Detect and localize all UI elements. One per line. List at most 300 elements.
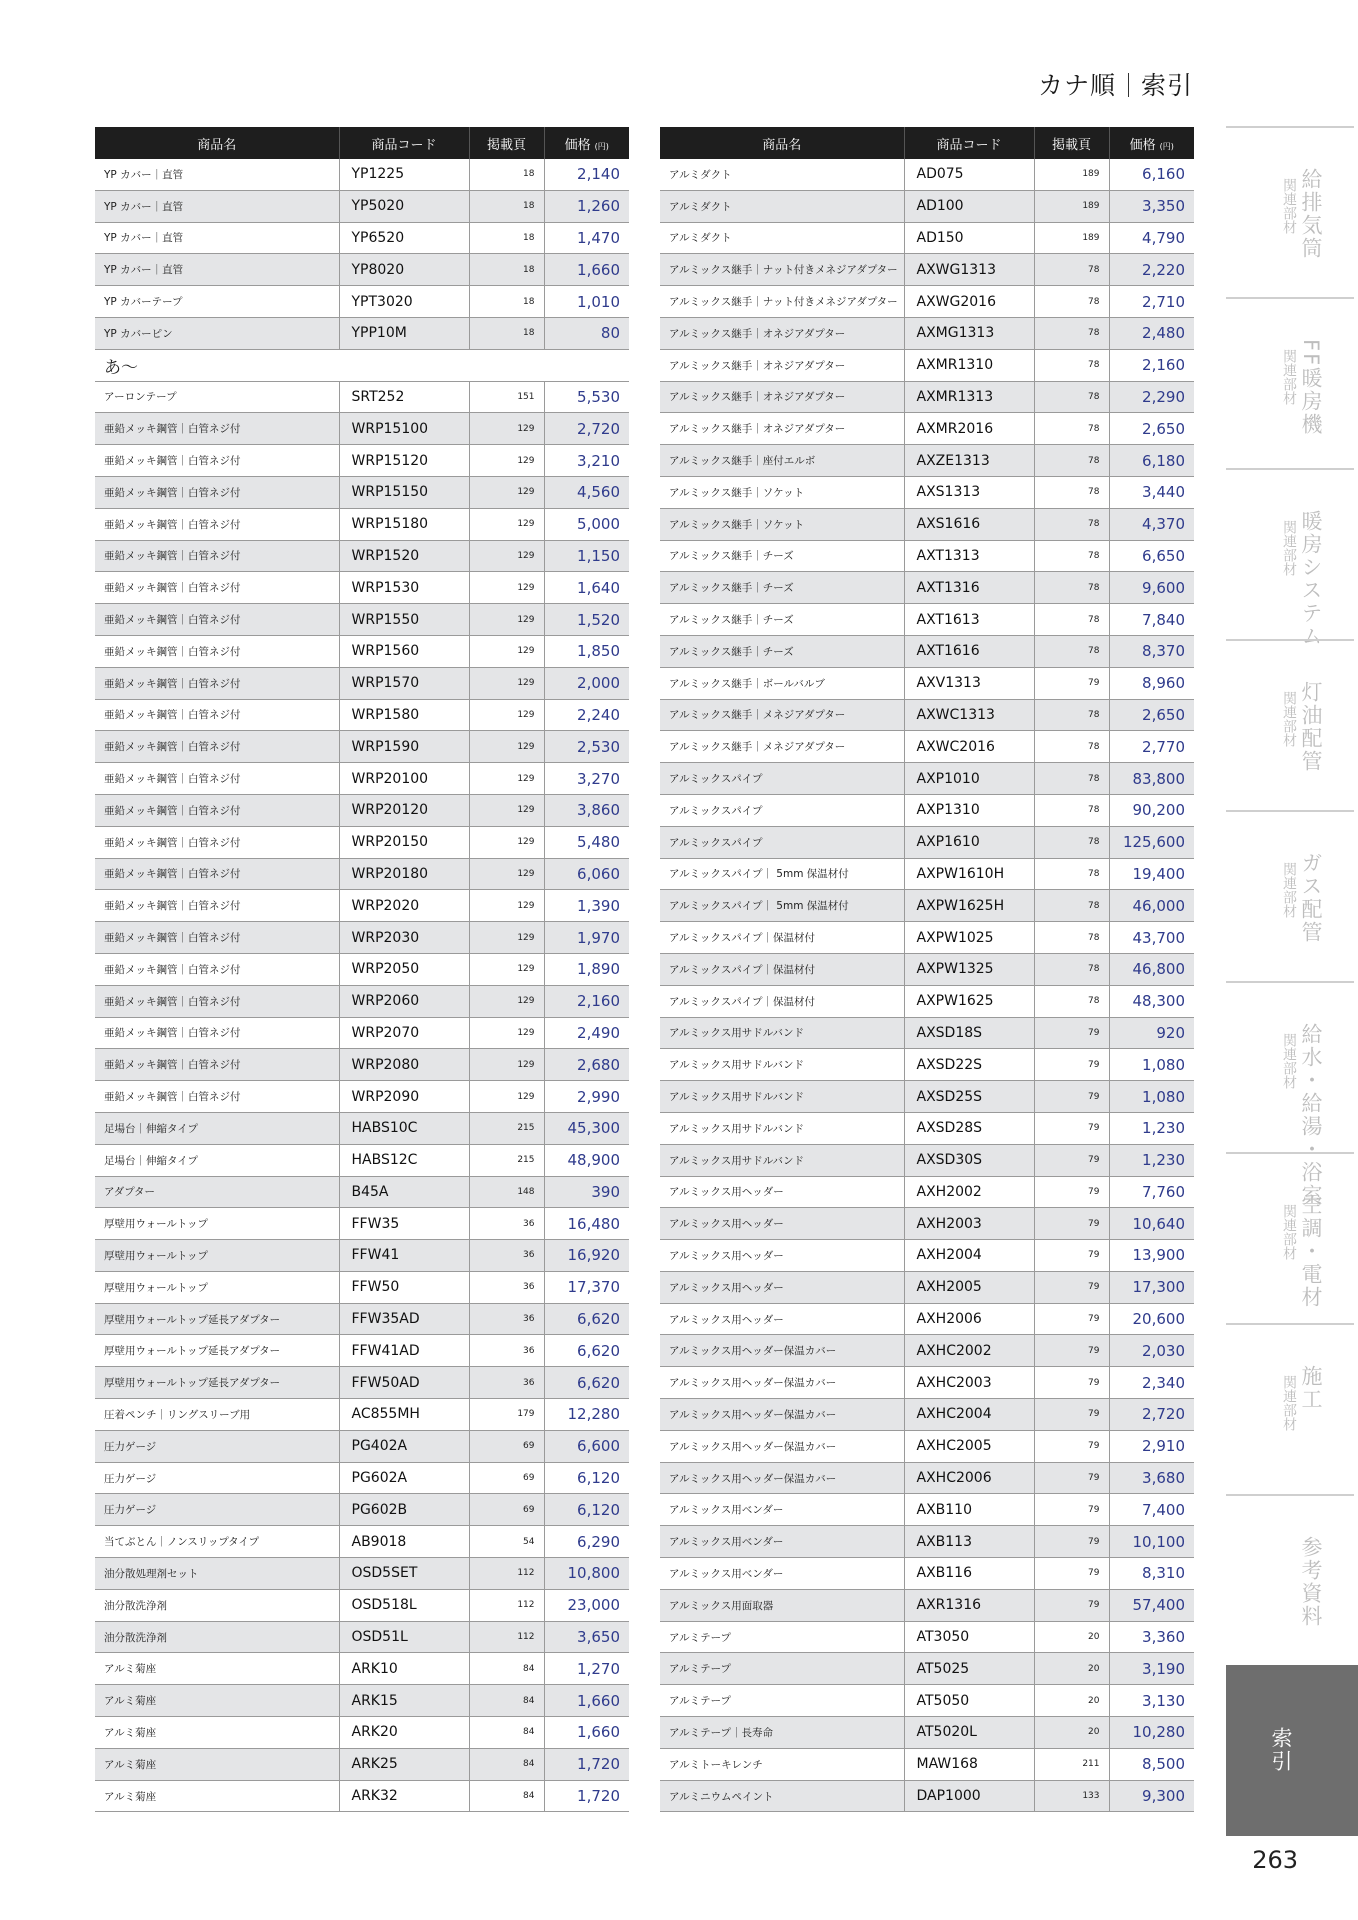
cell-product-name: アルミ菊座 (95, 1653, 339, 1685)
table-row (660, 731, 1194, 763)
table-row (95, 826, 629, 858)
cell-product-code: OSD51L (339, 1621, 469, 1653)
table-row (660, 445, 1194, 477)
side-tab-sublabel: 関連部材 (1281, 178, 1297, 234)
cell-product-code: PG602B (339, 1494, 469, 1526)
side-tab-7[interactable] (1226, 1323, 1354, 1494)
table-row (95, 1303, 629, 1335)
cell-price: 1,230 (1109, 1112, 1194, 1144)
cell-product-code: AXWG1313 (904, 254, 1034, 286)
cell-product-code: AXSD30S (904, 1144, 1034, 1176)
cell-page: 129 (469, 985, 544, 1017)
table-row (95, 794, 629, 826)
cell-product-name: 厚壁用ウォールトップ延長アダプター (95, 1303, 339, 1335)
cell-price: 1,520 (544, 604, 629, 636)
cell-price: 9,300 (1109, 1780, 1194, 1812)
table-row (660, 476, 1194, 508)
cell-product-code: AXR1316 (904, 1589, 1034, 1621)
cell-product-code: YPP10M (339, 317, 469, 349)
cell-page: 78 (1034, 731, 1109, 763)
cell-product-name: アルミックス継手｜ボールバルブ (660, 667, 904, 699)
side-tab-label: 索引 (1269, 1727, 1293, 1773)
table-row (660, 763, 1194, 795)
cell-page: 79 (1034, 1589, 1109, 1621)
table-row (95, 763, 629, 795)
cell-product-name: アルミックス継手｜オネジアダプター (660, 413, 904, 445)
cell-price: 6,120 (544, 1494, 629, 1526)
table-row (660, 1303, 1194, 1335)
cell-page: 78 (1034, 635, 1109, 667)
cell-product-code: WRP15120 (339, 445, 469, 477)
cell-product-code: AXHC2005 (904, 1430, 1034, 1462)
side-tab-8[interactable] (1226, 1494, 1354, 1665)
table-row (660, 1589, 1194, 1621)
cell-price: 2,650 (1109, 413, 1194, 445)
cell-product-code: WRP2080 (339, 1049, 469, 1081)
side-tab-sublabel: 関連部材 (1281, 862, 1297, 918)
table-row (95, 572, 629, 604)
cell-page: 79 (1034, 1526, 1109, 1558)
cell-product-name: 亜鉛メッキ鋼管｜白管ネジ付 (95, 731, 339, 763)
cell-product-code: WRP1570 (339, 667, 469, 699)
cell-price: 2,160 (1109, 349, 1194, 381)
cell-price: 1,660 (544, 254, 629, 286)
cell-page: 18 (469, 190, 544, 222)
cell-price: 43,700 (1109, 922, 1194, 954)
cell-page: 129 (469, 445, 544, 477)
cell-product-code: WRP2030 (339, 922, 469, 954)
cell-page: 189 (1034, 222, 1109, 254)
cell-page: 36 (469, 1335, 544, 1367)
cell-page: 78 (1034, 985, 1109, 1017)
cell-product-name: 亜鉛メッキ鋼管｜白管ネジ付 (95, 1049, 339, 1081)
cell-page: 18 (469, 222, 544, 254)
side-tab-label: 給水・給湯・浴室 (1299, 1023, 1323, 1207)
cell-price: 2,990 (544, 1081, 629, 1113)
cell-page: 84 (469, 1717, 544, 1749)
cell-product-name: アルミ菊座 (95, 1685, 339, 1717)
cell-page: 69 (469, 1494, 544, 1526)
cell-product-code: AT5020L (904, 1717, 1034, 1749)
cell-page: 78 (1034, 254, 1109, 286)
cell-page: 20 (1034, 1621, 1109, 1653)
table-row (95, 222, 629, 254)
table-row (660, 159, 1194, 190)
cell-page: 129 (469, 413, 544, 445)
cell-product-name: アルミックス継手｜座付エルボ (660, 445, 904, 477)
cell-page: 79 (1034, 1462, 1109, 1494)
cell-page: 129 (469, 953, 544, 985)
side-tab-4[interactable] (1226, 810, 1354, 981)
cell-product-code: AXT1316 (904, 572, 1034, 604)
cell-product-name: アルミックス継手｜メネジアダプター (660, 731, 904, 763)
cell-product-name: 油分散処理剤セット (95, 1558, 339, 1590)
table-row (660, 286, 1194, 318)
cell-page: 79 (1034, 1144, 1109, 1176)
cell-product-name: アルミックス用ベンダー (660, 1526, 904, 1558)
cell-product-name: アルミックス用ヘッダー保温カバー (660, 1462, 904, 1494)
cell-product-name: アルミックスパイプ｜ 5mm 保温材付 (660, 858, 904, 890)
table-row (660, 1335, 1194, 1367)
cell-page: 129 (469, 1049, 544, 1081)
cell-product-name: 亜鉛メッキ鋼管｜白管ネジ付 (95, 445, 339, 477)
cell-product-name: 足場台｜伸縮タイプ (95, 1144, 339, 1176)
cell-product-code: AXMG1313 (904, 317, 1034, 349)
cell-product-name: 足場台｜伸縮タイプ (95, 1112, 339, 1144)
cell-page: 78 (1034, 953, 1109, 985)
cell-product-name: アルミテープ (660, 1621, 904, 1653)
cell-product-name: アルミックス継手｜メネジアダプター (660, 699, 904, 731)
cell-page: 129 (469, 890, 544, 922)
cell-page: 78 (1034, 381, 1109, 413)
cell-product-code: AXSD18S (904, 1017, 1034, 1049)
side-tab-5[interactable] (1226, 981, 1354, 1207)
cell-price: 7,760 (1109, 1176, 1194, 1208)
cell-product-code: AXT1616 (904, 635, 1034, 667)
cell-product-code: AXPW1625H (904, 890, 1034, 922)
cell-product-name: 亜鉛メッキ鋼管｜白管ネジ付 (95, 476, 339, 508)
cell-price: 1,890 (544, 953, 629, 985)
cell-product-code: AB9018 (339, 1526, 469, 1558)
table-row (660, 1526, 1194, 1558)
cell-product-code: WRP1530 (339, 572, 469, 604)
cell-price: 390 (544, 1176, 629, 1208)
table-row (660, 254, 1194, 286)
cell-price: 20,600 (1109, 1303, 1194, 1335)
cell-page: 215 (469, 1144, 544, 1176)
cell-product-name: アルミテープ｜長寿命 (660, 1717, 904, 1749)
table-row (95, 1558, 629, 1590)
cell-product-name: 亜鉛メッキ鋼管｜白管ネジ付 (95, 890, 339, 922)
cell-product-code: AXWC1313 (904, 699, 1034, 731)
side-tab-sublabel: 関連部材 (1281, 520, 1297, 576)
table-row (95, 1240, 629, 1272)
cell-page: 79 (1034, 1430, 1109, 1462)
side-tab-9[interactable] (1226, 1665, 1358, 1836)
cell-product-name: アルミックスパイプ (660, 826, 904, 858)
table-row (660, 890, 1194, 922)
table-row (95, 540, 629, 572)
cell-product-name: 亜鉛メッキ鋼管｜白管ネジ付 (95, 794, 339, 826)
table-row (95, 731, 629, 763)
cell-product-code: FFW50 (339, 1271, 469, 1303)
side-tab-sublabel: 関連部材 (1281, 691, 1297, 747)
cell-product-code: HABS10C (339, 1112, 469, 1144)
side-tab-3[interactable] (1226, 639, 1354, 810)
cell-product-code: WRP1580 (339, 699, 469, 731)
cell-price: 3,650 (544, 1621, 629, 1653)
cell-product-code: YPT3020 (339, 286, 469, 318)
index-table-right (660, 127, 1194, 1812)
cell-product-code: YP1225 (339, 159, 469, 190)
cell-product-code: OSD518L (339, 1589, 469, 1621)
cell-product-code: AXH2006 (904, 1303, 1034, 1335)
cell-product-code: OSD5SET (339, 1558, 469, 1590)
cell-page: 179 (469, 1399, 544, 1431)
cell-page: 36 (469, 1208, 544, 1240)
cell-price: 2,530 (544, 731, 629, 763)
cell-product-name: アルミックス用ヘッダー (660, 1208, 904, 1240)
cell-product-code: AXS1616 (904, 508, 1034, 540)
table-row (95, 317, 629, 349)
cell-price: 6,160 (1109, 159, 1194, 190)
table-row (660, 1017, 1194, 1049)
table-row (95, 604, 629, 636)
index-table-left (95, 127, 629, 1812)
cell-product-name: アルミニウムペイント (660, 1780, 904, 1812)
cell-product-name: アルミックス用ヘッダー保温カバー (660, 1399, 904, 1431)
cell-product-name: 当てぶとん｜ノンスリップタイプ (95, 1526, 339, 1558)
cell-product-name: アルミックス用ヘッダー保温カバー (660, 1430, 904, 1462)
cell-product-name: 亜鉛メッキ鋼管｜白管ネジ付 (95, 635, 339, 667)
table-row (660, 794, 1194, 826)
cell-product-code: AXPW1625 (904, 985, 1034, 1017)
cell-page: 78 (1034, 794, 1109, 826)
side-tab-6[interactable] (1226, 1152, 1354, 1323)
cell-product-name: アルミックス用ヘッダー (660, 1271, 904, 1303)
cell-product-code: AXB116 (904, 1558, 1034, 1590)
cell-product-code: AXH2005 (904, 1271, 1034, 1303)
cell-product-name: 亜鉛メッキ鋼管｜白管ネジ付 (95, 1017, 339, 1049)
cell-product-name: アルミックスパイプ｜保温材付 (660, 985, 904, 1017)
table-row (660, 1176, 1194, 1208)
table-row (95, 508, 629, 540)
cell-product-code: WRP2070 (339, 1017, 469, 1049)
cell-product-name: 厚壁用ウォールトップ (95, 1271, 339, 1303)
cell-product-code: WRP1550 (339, 604, 469, 636)
cell-product-name: 亜鉛メッキ鋼管｜白管ネジ付 (95, 922, 339, 954)
cell-product-name: アルミックス継手｜チーズ (660, 540, 904, 572)
cell-page: 112 (469, 1589, 544, 1621)
table-row (95, 1335, 629, 1367)
cell-page: 20 (1034, 1653, 1109, 1685)
cell-product-code: B45A (339, 1176, 469, 1208)
table-row (95, 667, 629, 699)
cell-product-name: 亜鉛メッキ鋼管｜白管ネジ付 (95, 1081, 339, 1113)
cell-price: 8,310 (1109, 1558, 1194, 1590)
cell-product-code: AXSD22S (904, 1049, 1034, 1081)
table-row (660, 1049, 1194, 1081)
cell-product-name: 亜鉛メッキ鋼管｜白管ネジ付 (95, 826, 339, 858)
table-row (660, 1653, 1194, 1685)
cell-page: 79 (1034, 1367, 1109, 1399)
table-row (95, 1717, 629, 1749)
cell-product-name: アルミックス用サドルバンド (660, 1144, 904, 1176)
cell-product-name: 厚壁用ウォールトップ (95, 1240, 339, 1272)
cell-price: 46,800 (1109, 953, 1194, 985)
cell-product-name: 油分散洗浄剤 (95, 1589, 339, 1621)
table-row (660, 190, 1194, 222)
table-row (95, 190, 629, 222)
table-row (95, 286, 629, 318)
cell-product-code: AXWC2016 (904, 731, 1034, 763)
cell-product-name: 亜鉛メッキ鋼管｜白管ネジ付 (95, 985, 339, 1017)
cell-product-name: アルミテープ (660, 1653, 904, 1685)
cell-product-code: SRT252 (339, 381, 469, 413)
cell-page: 129 (469, 794, 544, 826)
cell-page: 84 (469, 1653, 544, 1685)
cell-product-name: アルミックス用サドルバンド (660, 1049, 904, 1081)
table-row (95, 1049, 629, 1081)
table-row (95, 1112, 629, 1144)
cell-product-code: AXT1313 (904, 540, 1034, 572)
cell-page: 79 (1034, 1112, 1109, 1144)
cell-product-code: FFW50AD (339, 1367, 469, 1399)
category-side-tabs (1226, 126, 1358, 1836)
table-row (95, 1017, 629, 1049)
cell-price: 12,280 (544, 1399, 629, 1431)
cell-price: 10,640 (1109, 1208, 1194, 1240)
cell-product-code: AXSD25S (904, 1081, 1034, 1113)
cell-product-name: アルミテープ (660, 1685, 904, 1717)
cell-price: 1,470 (544, 222, 629, 254)
cell-page: 148 (469, 1176, 544, 1208)
cell-product-code: WRP20120 (339, 794, 469, 826)
cell-price: 1,080 (1109, 1081, 1194, 1113)
cell-page: 20 (1034, 1685, 1109, 1717)
table-row (95, 1653, 629, 1685)
cell-product-code: WRP2090 (339, 1081, 469, 1113)
table-row (660, 317, 1194, 349)
col-header-code: 商品コード (904, 127, 1034, 159)
cell-product-code: AXPW1325 (904, 953, 1034, 985)
cell-price: 2,720 (1109, 1399, 1194, 1431)
cell-page: 79 (1034, 1271, 1109, 1303)
cell-page: 78 (1034, 349, 1109, 381)
cell-price: 2,240 (544, 699, 629, 731)
cell-product-name: 亜鉛メッキ鋼管｜白管ネジ付 (95, 572, 339, 604)
cell-product-name: 亜鉛メッキ鋼管｜白管ネジ付 (95, 508, 339, 540)
cell-product-code: WRP1590 (339, 731, 469, 763)
side-tab-0[interactable] (1226, 126, 1354, 297)
col-header-price (544, 127, 629, 159)
table-row (95, 635, 629, 667)
table-row (95, 1399, 629, 1431)
side-tab-1[interactable] (1226, 297, 1354, 468)
side-tab-sublabel: 関連部材 (1281, 1375, 1297, 1431)
col-header-code: 商品コード (339, 127, 469, 159)
side-tab-2[interactable] (1226, 468, 1354, 648)
side-tab-sublabel: 関連部材 (1281, 349, 1297, 405)
cell-product-code: ARK15 (339, 1685, 469, 1717)
table-row (660, 1208, 1194, 1240)
cell-product-name: アルミ菊座 (95, 1748, 339, 1780)
col-header-name: 商品名 (660, 127, 904, 159)
cell-product-code: MAW168 (904, 1748, 1034, 1780)
cell-product-code: AXPW1610H (904, 858, 1034, 890)
cell-price: 6,290 (544, 1526, 629, 1558)
cell-page: 78 (1034, 476, 1109, 508)
cell-product-name: アルミックス用サドルバンド (660, 1112, 904, 1144)
table-row (660, 381, 1194, 413)
side-tab-label: 暖房システム (1299, 510, 1323, 648)
cell-price: 19,400 (1109, 858, 1194, 890)
cell-product-name: アルミダクト (660, 222, 904, 254)
cell-price: 10,100 (1109, 1526, 1194, 1558)
cell-page: 133 (1034, 1780, 1109, 1812)
cell-page: 79 (1034, 1240, 1109, 1272)
cell-product-code: WRP2020 (339, 890, 469, 922)
cell-product-code: AXMR2016 (904, 413, 1034, 445)
cell-price: 6,650 (1109, 540, 1194, 572)
price-label: 価格 (564, 137, 591, 153)
table-row (95, 1144, 629, 1176)
cell-product-name: 亜鉛メッキ鋼管｜白管ネジ付 (95, 953, 339, 985)
cell-page: 79 (1034, 667, 1109, 699)
cell-product-code: AXMR1313 (904, 381, 1034, 413)
cell-price: 2,680 (544, 1049, 629, 1081)
cell-product-name: アルミックス用サドルバンド (660, 1017, 904, 1049)
cell-product-code: AXP1310 (904, 794, 1034, 826)
table-row (660, 572, 1194, 604)
cell-page: 18 (469, 159, 544, 190)
cell-product-code: ARK25 (339, 1748, 469, 1780)
table-row (95, 922, 629, 954)
cell-price: 1,850 (544, 635, 629, 667)
cell-product-code: WRP1520 (339, 540, 469, 572)
cell-product-code: YP8020 (339, 254, 469, 286)
cell-page: 78 (1034, 413, 1109, 445)
side-tab-sublabel: 関連部材 (1281, 1033, 1297, 1089)
cell-product-code: AXMR1310 (904, 349, 1034, 381)
cell-price: 920 (1109, 1017, 1194, 1049)
cell-product-code: AXH2002 (904, 1176, 1034, 1208)
title-index: 索引 (1140, 71, 1193, 100)
cell-product-code: AT5050 (904, 1685, 1034, 1717)
price-label: 価格 (1129, 137, 1156, 153)
cell-product-name: アルミックス用ヘッダー (660, 1240, 904, 1272)
cell-price: 2,480 (1109, 317, 1194, 349)
table-row (95, 476, 629, 508)
table-row (660, 1494, 1194, 1526)
table-row (95, 858, 629, 890)
table-row (660, 1144, 1194, 1176)
cell-product-name: 亜鉛メッキ鋼管｜白管ネジ付 (95, 699, 339, 731)
cell-product-name: アルミックスパイプ (660, 794, 904, 826)
cell-product-code: AT3050 (904, 1621, 1034, 1653)
cell-price: 10,280 (1109, 1717, 1194, 1749)
table-row (95, 699, 629, 731)
cell-product-code: AXPW1025 (904, 922, 1034, 954)
table-row (95, 1685, 629, 1717)
table-row (660, 1621, 1194, 1653)
cell-price: 8,370 (1109, 635, 1194, 667)
cell-price: 3,860 (544, 794, 629, 826)
table-row (660, 1081, 1194, 1113)
cell-product-name: アルミックス用ヘッダー (660, 1176, 904, 1208)
cell-page: 129 (469, 572, 544, 604)
cell-price: 3,360 (1109, 1621, 1194, 1653)
cell-price: 3,210 (544, 445, 629, 477)
cell-product-code: WRP2060 (339, 985, 469, 1017)
cell-price: 2,290 (1109, 381, 1194, 413)
cell-page: 112 (469, 1558, 544, 1590)
table-row (660, 1430, 1194, 1462)
cell-product-name: アルミックス用ヘッダー保温カバー (660, 1335, 904, 1367)
cell-product-name: 亜鉛メッキ鋼管｜白管ネジ付 (95, 667, 339, 699)
table-row (95, 1208, 629, 1240)
cell-product-name: アルミックス用ベンダー (660, 1494, 904, 1526)
table-row (660, 635, 1194, 667)
cell-product-name: アルミダクト (660, 190, 904, 222)
cell-price: 2,030 (1109, 1335, 1194, 1367)
cell-price: 2,490 (544, 1017, 629, 1049)
table-row (95, 1526, 629, 1558)
side-tab-label: 空調・電材 (1299, 1194, 1323, 1309)
cell-page: 129 (469, 1081, 544, 1113)
cell-page: 189 (1034, 190, 1109, 222)
table-row (660, 1780, 1194, 1812)
